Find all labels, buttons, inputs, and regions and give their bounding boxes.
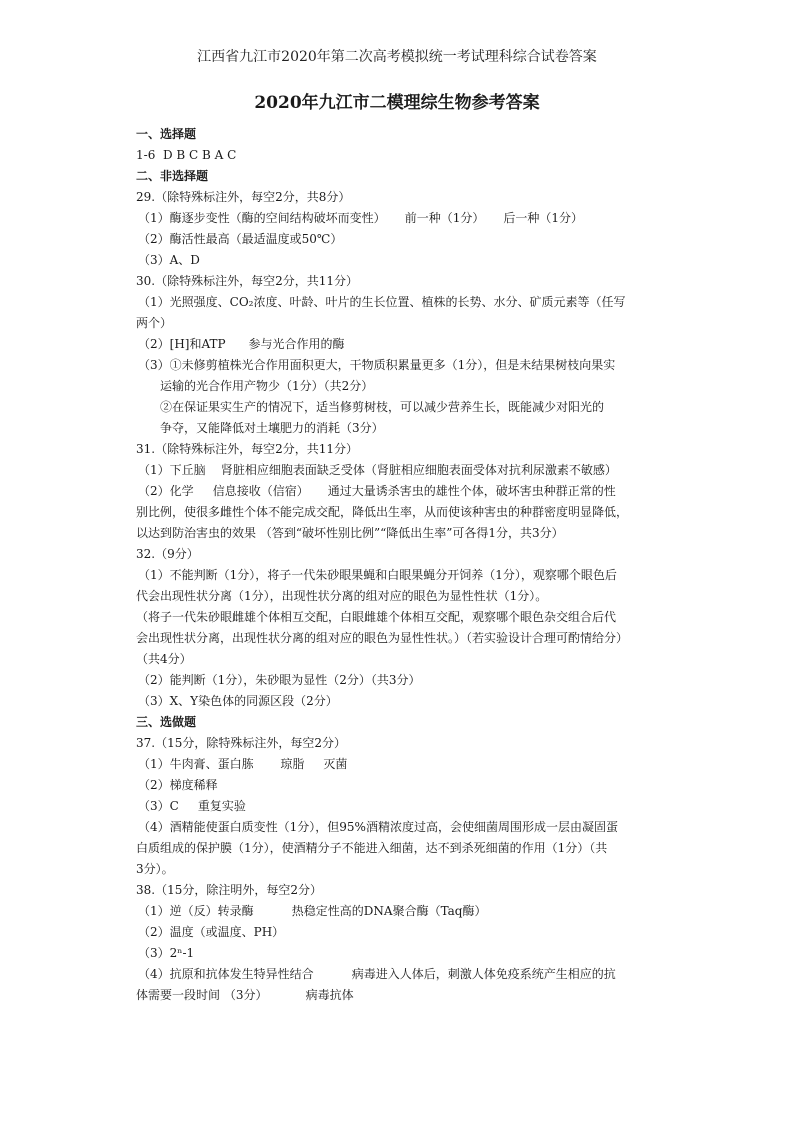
answer-line: 以达到防治害虫的效果 （答到“破坏性别比例”“降低出生率”可各得1分，共3分） [136, 526, 564, 540]
answer-line: （2）梯度稀释 [138, 778, 218, 792]
answer-line: 会出现性状分离，出现性状分离的组对应的眼色为显性性状。）（若实验设计合理可酌情给分） [136, 631, 629, 645]
answer-line: （4）酒精能使蛋白质变性（1分），但95%酒精浓度过高，会使细菌周围形成一层由凝固蛋 [138, 820, 618, 834]
answer-line: 37.（15分，除特殊标注外，每空2分） [136, 736, 346, 750]
document-header: 江西省九江市2020年第二次高考模拟统一考试理科综合试卷答案 [197, 49, 597, 65]
answer-line: （3）①未修剪植株光合作用面积更大，干物质积累量更多（1分），但是未结果树枝向果实 [138, 358, 616, 372]
answer-line: 1-6 D B C B A C [136, 148, 237, 162]
answer-line: （共4分） [136, 652, 192, 666]
document-title: 2020年九江市二模理综生物参考答案 [254, 93, 540, 113]
answer-line: 运输的光合作用产物少（1分）（共2分） [160, 379, 374, 393]
answer-line: 白质组成的保护膜（1分），使酒精分子不能进入细菌，达不到杀死细菌的作用（1分）（共 [136, 841, 608, 855]
answer-line: 体需要一段时间 （3分） 病毒抗体 [136, 988, 354, 1002]
answer-content [136, 124, 664, 1006]
answer-line: （2）温度（或温度、PH） [138, 925, 285, 939]
answer-line: （3）C 重复实验 [138, 799, 246, 813]
answer-line: （4）抗原和抗体发生特异性结合 病毒进入人体后，刺激人体免疫系统产生相应的抗 [138, 967, 616, 981]
answer-line: （3）X、Y染色体的同源区段（2分） [138, 694, 338, 708]
answer-line: 29.（除特殊标注外，每空2分，共8分） [136, 190, 351, 204]
answer-line: （2）[H]和ATP 参与光合作用的酶 [138, 337, 345, 351]
section-heading: 一、选择题 [136, 127, 197, 141]
answer-line: 31.（除特殊标注外，每空2分，共11分） [136, 442, 358, 456]
answer-line: （1）牛肉膏、蛋白胨 琼脂 灭菌 [138, 757, 348, 771]
answer-line: （将子一代朱砂眼雌雄个体相互交配，白眼雌雄个体相互交配，观察哪个眼色杂交组合后代 [136, 610, 617, 624]
answer-line: （1）下丘脑 肾脏相应细胞表面缺乏受体（肾脏相应细胞表面受体对抗利尿激素不敏感） [138, 463, 617, 477]
section-heading: 三、选做题 [136, 715, 197, 729]
answer-line: （3）2ⁿ-1 [138, 946, 195, 960]
answer-line: 别比例，使很多雌性个体不能完成交配，降低出生率，从而使该种害虫的种群密度明显降低， [136, 505, 629, 519]
answer-line: 38.（15分，除注明外，每空2分） [136, 883, 322, 897]
answer-line: （2）能判断（1分），朱砂眼为显性（2分）（共3分） [138, 673, 421, 687]
answer-line: 争夺，又能降低对土壤肥力的消耗（3分） [160, 421, 384, 435]
answer-line: （1）不能判断（1分），将子一代朱砂眼果蝇和白眼果蝇分开饲养（1分），观察哪个眼色后 [138, 568, 617, 582]
answer-line: （3）A、D [138, 253, 200, 267]
answer-line: （1）酶逐步变性（酶的空间结构破坏而变性） 前一种（1分） 后一种（1分） [138, 211, 584, 225]
answer-line: 32.（9分） [136, 547, 199, 561]
answer-line: （1）光照强度、CO₂浓度、叶龄、叶片的生长位置、植株的长势、水分、矿质元素等（任写 [138, 295, 626, 309]
answer-line: 30.（除特殊标注外，每空2分，共11分） [136, 274, 358, 288]
answer-line: （1）逆（反）转录酶 热稳定性高的DNA聚合酶（Taq酶） [138, 904, 487, 918]
answer-line: （2）酶活性最高（最适温度或50℃） [138, 232, 343, 246]
answer-line: 代会出现性状分离（1分），出现性状分离的组对应的眼色为显性性状（1分）。 [136, 589, 548, 603]
answer-line: 两个） [136, 316, 173, 330]
answer-line: 3分）。 [136, 862, 174, 876]
section-heading: 二、非选择题 [136, 169, 209, 183]
answer-line: （2）化学 信息接收（信宿） 通过大量诱杀害虫的雄性个体，破坏害虫种群正常的性 [138, 484, 616, 498]
answer-line: ②在保证果实生产的情况下，适当修剪树枝，可以减少营养生长，既能减少对阳光的 [160, 400, 605, 414]
